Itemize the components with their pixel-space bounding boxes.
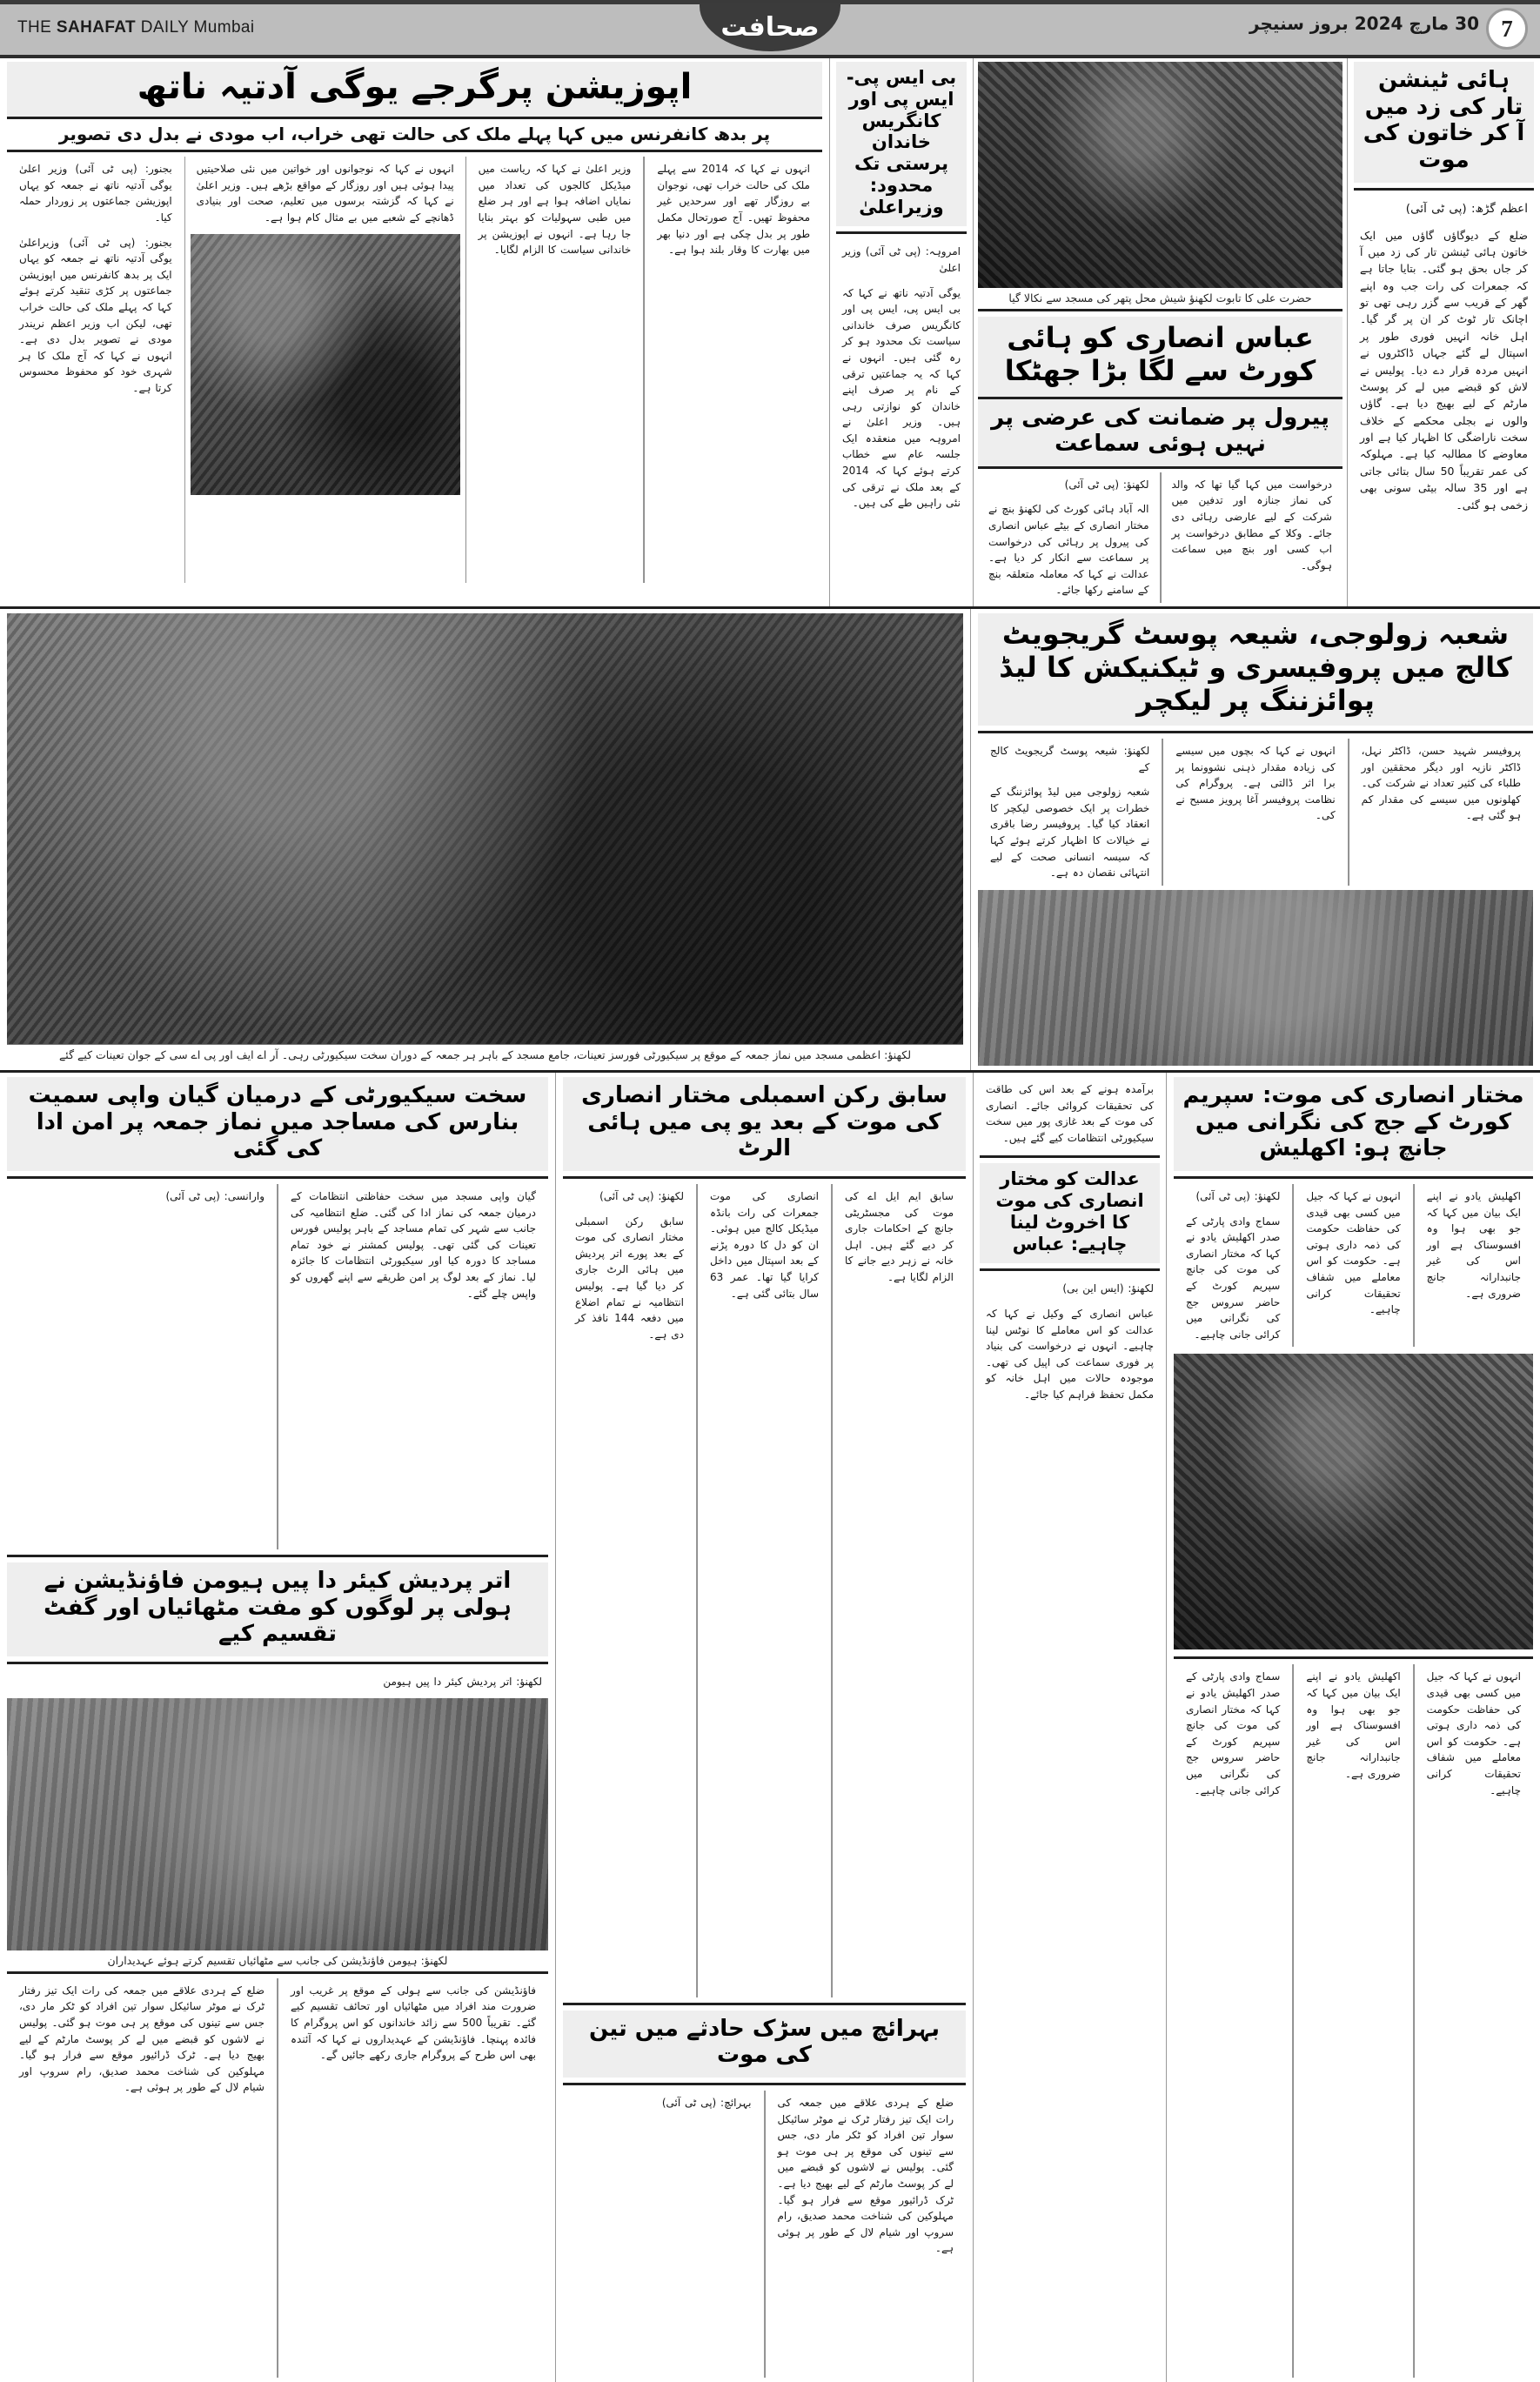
coffin-photo-block bbox=[973, 58, 1347, 606]
story-security-headline: سخت سیکیورٹی کے درمیان گیان واپی سمیت بنارس کی مساجد میں نماز جمعہ پر امن ادا کی گئی bbox=[7, 1077, 548, 1171]
story-zoology-col-2: انہوں نے کہا کہ بچوں میں سیسے کی زیادہ مقدار ذہنی نشوونما پر برا اثر ڈالتی ہے۔ پروگرام کی نظامت پروفیسر آغا پرویز مسیح نے کی۔ bbox=[1175, 745, 1336, 822]
story-abbas-dateline: لکھنؤ: (پی ٹی آئی) bbox=[1064, 478, 1149, 491]
story-akhilesh-headline: مختار انصاری کی موت: سپریم کورٹ کے جج کی نگرانی میں جانچ ہو: اکھلیش bbox=[1174, 1077, 1533, 1171]
story-court-headline: عدالت کو مختار انصاری کی موت کا اخروٹ لینا چاہیے: عباس bbox=[980, 1163, 1160, 1263]
story-akhilesh-extra-b: اکھلیش یادو نے اپنے ایک بیان میں کہا کہ جو بھی ہوا وہ افسوسناک ہے اور اس کی غیر جانبدارانہ جانچ ضروری ہے۔ bbox=[1306, 1670, 1401, 1780]
story-lead-col-2: انہوں نے کہا کہ نوجوانوں اور خواتین میں نئی صلاحیتیں پیدا ہوئی ہیں اور روزگار کے مواقع بڑھے ہیں۔ وزیر اعلیٰ نے کہا کہ گزشتہ برسوں میں تعلیم، صحت اور بنیادی ڈھانچے کے شعبے میں بے مثال کام ہوا ہے۔ bbox=[196, 163, 454, 224]
story-zoology-dateline: لکھنؤ: شیعہ پوسٹ گریجویٹ کالج کے bbox=[990, 745, 1150, 773]
story-akhilesh-extra-a: انہوں نے کہا کہ جیل میں کسی بھی قیدی کی حفاظت حکومت کی ذمہ داری ہوتی ہے۔ حکومت کو اس معاملے میں شفاف تحقیقات کرانی چاہیے۔ bbox=[1426, 1670, 1521, 1797]
story-high-tension-headline: ہائی ٹینشن تار کی زد میں آ کر خاتون کی موت bbox=[1354, 62, 1534, 183]
story-lead-col-4: انہوں نے کہا کہ 2014 سے پہلے ملک کی حالت خراب تھی، نوجوان بے روزگار تھے اور سرحدیں غیر محفوظ تھیں۔ آج صورتحال مکمل طور پر بدل چکی ہے اور دنیا بھر میں بھارت کا وقار بلند ہوا ہے۔ bbox=[657, 163, 811, 257]
akhilesh-photo bbox=[1174, 1354, 1533, 1649]
masthead-logo-text: صحافت bbox=[720, 11, 820, 43]
middle-band bbox=[0, 609, 1540, 1073]
story-abbas-headline-2: پیرول پر ضمانت کی عرضی پر نہیں ہوئی سماعت bbox=[978, 397, 1342, 469]
story-bsp-dateline: امروہہ: (پی ٹی آئی) وزیر اعلیٰ bbox=[842, 245, 961, 274]
issue-date: 30 مارچ 2024 بروز سنیچر bbox=[1249, 13, 1479, 34]
security-forces-photo bbox=[7, 613, 963, 1044]
story-lead-col-1: بجنور: (پی ٹی آئی) وزیراعلیٰ یوگی آدتیہ ناتھ نے جمعہ کو یہاں ایک پر بدھ کانفرنس میں اپوزیشن جماعتوں پر کڑی تنقید کرتے ہوئے کہا کہ پہلے ملک کی حالت خراب تھی، لیکن اب وزیر اعظم نریندر مودی نے تصویر بدل دی ہے۔ انہوں نے کہا کہ آج ملک کا ہر شہری خود کو محفوظ محسوس کرتا ہے۔ bbox=[18, 236, 172, 394]
story-bsp-headline: بی ایس پی-ایس پی اور کانگریس خاندان پرستی تک محدود: وزیراعلیٰ bbox=[836, 62, 967, 226]
masthead-logo bbox=[700, 3, 840, 51]
story-behraich-dateline: بہرائچ: (پی ٹی آئی) bbox=[661, 2097, 752, 2109]
story-akhilesh-col-1: سماج وادی پارٹی کے صدر اکھلیش یادو نے کہا کہ مختار انصاری کی موت کی جانچ سپریم کورٹ کے حاضر سروس جج کی نگرانی میں کرائی جانی چاہیے۔ bbox=[1186, 1214, 1281, 1341]
story-lead-col-3: وزیر اعلیٰ نے کہا کہ ریاست میں میڈیکل کالجوں کی تعداد میں نمایاں اضافہ ہوا ہے اور ہر ضلع میں طبی سہولیات کو بہتر بنایا جا رہا ہے۔ انہوں نے اپوزیشن پر خاندانی سیاست کا الزام لگایا۔ bbox=[478, 163, 632, 257]
story-foundation-body: فاؤنڈیشن کی جانب سے ہولی کے موقع پر غریب اور ضرورت مند افراد میں مٹھائیاں اور تحائف تقسیم کیے گئے۔ تقریباً 500 سے زائد خاندانوں کو اس پروگرام کا فائدہ پہنچا۔ فاؤنڈیشن کے عہدیداروں نے کہا کہ آئندہ بھی اس طرح کے پروگرام جاری رکھے جائیں گے۔ bbox=[291, 1984, 536, 2062]
zoology-lecture-photo bbox=[978, 890, 1533, 1066]
masthead-english-prefix: THE bbox=[17, 18, 57, 37]
story-high-tension-body: ضلع کے دیوگاؤں گاؤں میں ایک خاتون ہائی ٹینشن تار کی زد میں آ کر جاں بحق ہو گئی۔ بتایا جاتا ہے کہ جمعرات کی رات جب وہ اپنے گھر کے قریب سے گزر رہی تھی تو اچانک تار ٹوٹ کر ان پر گر گیا۔ اہل خانہ انہیں فوری طور پر اسپتال لے گئے جہاں ڈاکٹروں نے انہیں مردہ قرار دے دیا۔ پولیس نے لاش کو قبضے میں لے کر پوسٹ مارٹم کے لیے بھیج دیا ہے۔ گاؤں والوں نے بجلی محکمے کے خلاف سخت ناراضگی کا اظہار کیا ہے اور معاوضے کا مطالبہ کیا ہے۔ مہلوکہ کی عمر تقریباً 50 سال بتائی جاتی ہے اور 35 سالہ بیٹی سونی بھی زخمی ہو گئی۔ bbox=[1360, 228, 1528, 512]
story-akhilesh-col-3: اکھلیش یادو نے اپنے ایک بیان میں کہا کہ جو بھی ہوا وہ افسوسناک ہے اور اس کی غیر جانبدارانہ جانچ ضروری ہے۔ bbox=[1426, 1190, 1521, 1300]
story-security-dateline: وارانسی: (پی ٹی آئی) bbox=[165, 1190, 264, 1203]
story-mukhtar-col-3: سابق ایم ایل اے کی موت کی مجسٹریٹی جانچ کے احکامات جاری کر دیے گئے ہیں۔ اہل خانہ نے زہر دیے جانے کا الزام لگایا ہے۔ bbox=[845, 1190, 954, 1283]
story-mukhtar-headline: سابق رکن اسمبلی مختار انصاری کی موت کے بعد یو پی میں ہائی الرٹ bbox=[563, 1077, 966, 1171]
story-mukhtar bbox=[555, 1073, 973, 2382]
story-mukhtar-col-2: انصاری کی موت جمعرات کی رات بانڈہ میڈیکل کالج میں ہوئی۔ ان کو دل کا دورہ پڑنے کے بعد اسپتال میں داخل کرایا گیا تھا۔ عمر 63 سال بتائی گئی ہے۔ bbox=[710, 1190, 819, 1300]
top-band bbox=[0, 58, 1540, 609]
page-number-badge: 7 bbox=[1486, 8, 1528, 50]
story-akhilesh-extra-c: سماج وادی پارٹی کے صدر اکھلیش یادو نے کہا کہ مختار انصاری کی موت کی جانچ سپریم کورٹ کے حاضر سروس جج کی نگرانی میں کرائی جانی چاہیے۔ bbox=[1186, 1670, 1281, 1797]
story-abbas-col-2: درخواست میں کہا گیا تھا کہ والد کی نماز جنازہ اور تدفین میں شرکت کے لیے عارضی رہائی دی جائے۔ وکلا کے مطابق درخواست پر اب کسی اور بنچ میں سماعت ہوگی۔ bbox=[1171, 478, 1332, 572]
story-court-lead-text: برآمدہ ہونے کے بعد اس کی طاقت کی تحقیقات کروائی جائے۔ انصاری کی موت کے بعد غازی پور میں سخت سیکیورٹی انتظامات کیے گئے ہیں۔ bbox=[986, 1083, 1154, 1144]
story-behraich-headline: بہرائچ میں سڑک حادثے میں تین کی موت bbox=[563, 2011, 966, 2078]
foundation-photo bbox=[7, 1698, 548, 1950]
masthead bbox=[0, 0, 1540, 58]
story-high-tension bbox=[1347, 58, 1540, 606]
story-court bbox=[973, 1073, 1166, 2382]
story-zoology-col-1: شعبہ زولوجی میں لیڈ پوائزننگ کے خطرات پر ایک خصوصی لیکچر کا انعقاد کیا گیا۔ پروفیسر رضا باقری نے خیالات کا اظہار کرتے ہوئے کہا کہ سیسہ انسانی صحت کے لیے انتہائی نقصان دہ ہے۔ bbox=[990, 786, 1150, 880]
story-zoology-headline: شعبہ زولوجی، شیعہ پوسٹ گریجویٹ کالج میں پروفیسری و ٹیکنیکش کا لیڈ پوائزننگ پر لیکچر bbox=[978, 613, 1533, 726]
story-akhilesh-col-2: انہوں نے کہا کہ جیل میں کسی بھی قیدی کی حفاظت حکومت کی ذمہ داری ہوتی ہے۔ حکومت کو اس معاملے میں شفاف تحقیقات کرانی چاہیے۔ bbox=[1306, 1190, 1401, 1316]
story-akhilesh bbox=[1166, 1073, 1540, 2382]
story-zoology bbox=[970, 609, 1540, 1070]
right-lower-column bbox=[0, 1073, 555, 2382]
forces-photo-caption: لکھنؤ: اعظمی مسجد میں نماز جمعہ کے موقع پر سیکیورٹی فورسز تعینات، جامع مسجد کے باہر ہر جمعہ کے دوران سخت سیکیورٹی رہی۔ آر اے ایف اور پی اے سی کے جوان تعینات کیے گئے bbox=[7, 1044, 963, 1066]
story-akhilesh-dateline: لکھنؤ: (پی ٹی آئی) bbox=[1195, 1190, 1281, 1203]
story-lead-subhead: پر بدھ کانفرنس میں کہا پہلے ملک کی حالت تھی خراب، اب مودی نے بدل دی تصویر bbox=[7, 117, 822, 152]
story-zoology-col-3: پروفیسر شہید حسن، ڈاکٹر نہل، ڈاکٹر نازیہ اور دیگر محققین اور طلباء کی کثیر تعداد نے شرکت کی۔ کھلونوں میں سیسے کی مقدار کم ہو گئی ہے۔ bbox=[1361, 745, 1521, 822]
foundation-photo-caption: لکھنؤ: ہیومن فاؤنڈیشن کی جانب سے مٹھائیاں تقسیم کرتے ہوئے عہدیداران bbox=[7, 1950, 548, 1974]
story-lead-dateline: بجنور: (پی ٹی آئی) وزیر اعلیٰ یوگی آدتیہ ناتھ نے جمعہ کو یہاں اپوزیشن جماعتوں پر زوردار حملہ کیا۔ bbox=[18, 163, 172, 224]
story-abbas-headline-1: عباس انصاری کو ہائی کورٹ سے لگا بڑا جھٹکا bbox=[978, 317, 1342, 397]
story-bsp bbox=[829, 58, 973, 606]
forces-photo-block bbox=[0, 609, 970, 1070]
story-foundation-extra: ضلع کے ہردی علاقے میں جمعہ کی رات ایک تیز رفتار ٹرک نے موٹر سائیکل سوار تین افراد کو ٹکر مار دی، جس سے تینوں کی موقع پر ہی موت ہو گئی۔ پولیس نے لاشوں کو قبضے میں لے کر پوسٹ مارٹم کے لیے بھیج دیا ہے۔ ٹرک ڈرائیور موقع سے فرار ہو گیا۔ مہلوکین کی شناخت محمد صدیق، رام سروپ اور شیام لال کے طور پر ہوئی ہے۔ bbox=[19, 1984, 264, 2094]
story-lead bbox=[0, 58, 829, 606]
story-foundation-dateline: لکھنؤ: اتر پردیش کیئر دا پیں ہیومن bbox=[383, 1676, 542, 1689]
story-bsp-body: یوگی آدتیہ ناتھ نے کہا کہ بی ایس پی، ایس پی اور کانگریس صرف خاندانی سیاست تک محدود ہو کر رہ گئی ہیں۔ انہوں نے کہا کہ یہ جماعتیں ترقی کے نام پر صرف اپنے خاندان کو نوازتی رہی ہیں۔ وزیر اعلیٰ نے امروہہ میں منعقدہ ایک جلسہ عام سے خطاب کرتے ہوئے کہا کہ 2014 کے بعد ملک نے ترقی کی نئی راہیں طے کی ہیں۔ bbox=[842, 286, 961, 510]
yogi-photo bbox=[191, 234, 460, 495]
coffin-photo-caption: حضرت علی کا تابوت لکھنؤ شیش محل پتھر کی مسجد سے نکالا گیا bbox=[978, 288, 1342, 311]
masthead-english-title bbox=[17, 18, 255, 37]
story-high-tension-dateline: اعظم گڑھ: (پی ٹی آئی) bbox=[1405, 201, 1528, 216]
story-court-body: عباس انصاری کے وکیل نے کہا کہ عدالت کو اس معاملے کا نوٹس لینا چاہیے۔ انہوں نے درخواست کی بنیاد پر فوری سماعت کی اپیل کی تھی۔ موجودہ حالات میں اہل خانہ کو مکمل تحفظ فراہم کیا جائے۔ bbox=[986, 1308, 1154, 1401]
coffin-photo bbox=[978, 62, 1342, 288]
lower-band bbox=[0, 1073, 1540, 2382]
story-mukhtar-col-1: سابق رکن اسمبلی مختار انصاری کی موت کے بعد پورے اتر پردیش میں ہائی الرٹ جاری کر دیا گیا ہے۔ پولیس انتظامیہ نے تمام اضلاع میں دفعہ 144 نافذ کر دی ہے۔ bbox=[575, 1214, 684, 1341]
masthead-english-brand: SAHAFAT bbox=[56, 18, 137, 37]
story-foundation-headline: اتر پردیش کیئر دا پیں ہیومن فاؤنڈیشن نے ہولی پر لوگوں کو مفت مٹھائیاں اور گفٹ تقسیم کیے bbox=[7, 1562, 548, 1656]
story-mukhtar-dateline: لکھنؤ: (پی ٹی آئی) bbox=[599, 1190, 684, 1203]
story-security-body: گیان واپی مسجد میں سخت حفاظتی انتظامات کے درمیان جمعہ کی نماز ادا کی گئی۔ ضلع انتظامیہ کی جانب سے شہر کی تمام مساجد کے باہر پولیس فورس تعینات کی گئی تھی۔ پولیس کمشنر نے خود تمام مساجد کا دورہ کیا اور سیکیورٹی انتظامات کا جائزہ لیا۔ نماز کے بعد لوگ پر امن طریقے سے اپنے گھروں کو واپس چلے گئے۔ bbox=[291, 1190, 536, 1300]
masthead-english-suffix: DAILY Mumbai bbox=[136, 18, 255, 37]
story-behraich-body: ضلع کے ہردی علاقے میں جمعہ کی رات ایک تیز رفتار ٹرک نے موٹر سائیکل سوار تین افراد کو ٹکر مار دی، جس سے تینوں کی موقع پر ہی موت ہو گئی۔ پولیس نے لاشوں کو قبضے میں لے کر پوسٹ مارٹم کے لیے بھیج دیا ہے۔ ٹرک ڈرائیور موقع سے فرار ہو گیا۔ مہلوکین کی شناخت محمد صدیق، رام سروپ اور شیام لال کے طور پر ہوئی ہے۔ bbox=[777, 2097, 954, 2255]
story-lead-headline: اپوزیشن پرگرجے یوگی آدتیہ ناتھ bbox=[7, 62, 822, 117]
story-abbas-col-1: الہ آباد ہائی کورٹ کی لکھنؤ بنچ نے مختار انصاری کے بیٹے عباس انصاری کی پیرول پر رہائی کی درخواست پر سماعت سے انکار کر دیا ہے۔ عدالت نے کہا کہ معاملہ متعلقہ بنچ کے سامنے رکھا جائے۔ bbox=[988, 503, 1149, 597]
story-court-dateline: لکھنؤ: (ایس این بی) bbox=[1062, 1282, 1154, 1295]
